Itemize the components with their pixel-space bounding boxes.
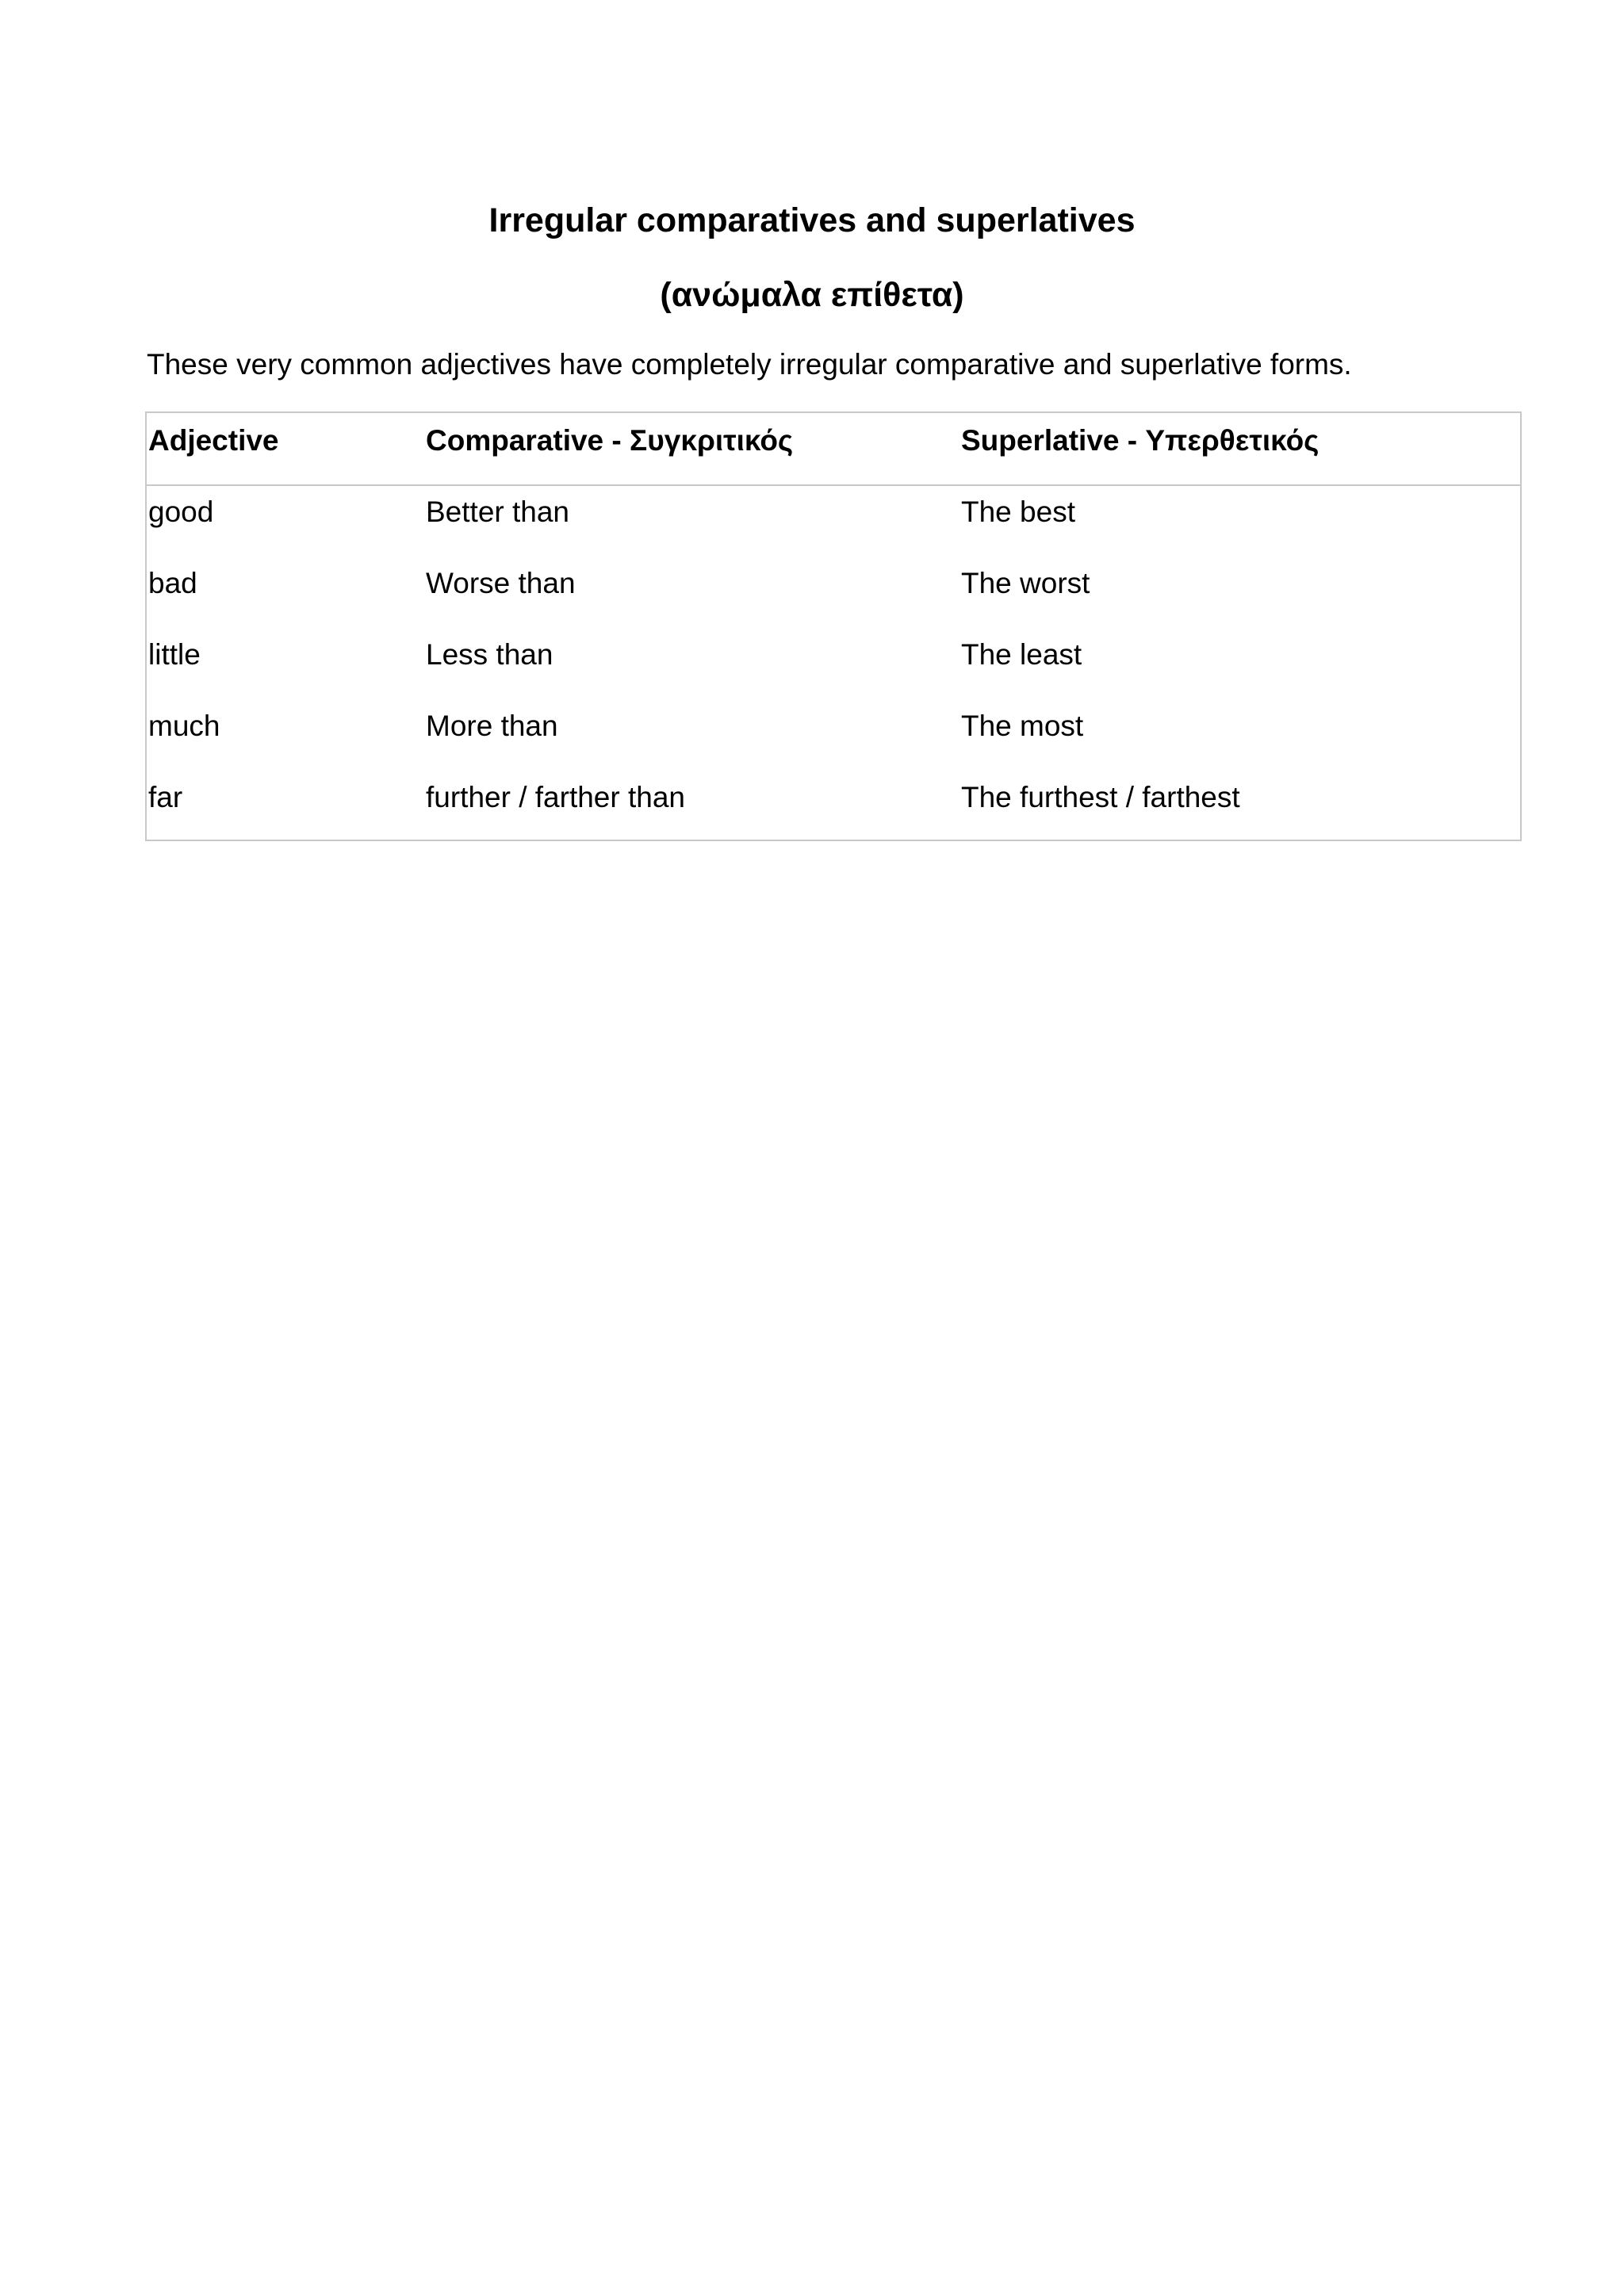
table-row	[147, 707, 1520, 779]
cell-adjective: much	[148, 710, 220, 742]
cell-adjective: little	[148, 638, 201, 671]
cell-superlative: The least	[961, 638, 1082, 671]
cell-superlative: The furthest / farthest	[961, 781, 1240, 813]
intro-paragraph: These very common adjectives have completely irregular comparative and superlative forms.	[147, 348, 1352, 381]
cell-comparative: Worse than	[426, 567, 576, 599]
table-row	[147, 636, 1520, 707]
cell-adjective: far	[148, 781, 183, 813]
header-superlative: Superlative - Υπερθετικός	[961, 424, 1320, 457]
cell-superlative: The most	[961, 710, 1084, 742]
page-subtitle: (ανώμαλα επίθετα)	[660, 276, 964, 314]
cell-comparative: Less than	[426, 638, 553, 671]
cell-superlative: The worst	[961, 567, 1090, 599]
cell-comparative: Better than	[426, 496, 570, 528]
cell-comparative: further / farther than	[426, 781, 686, 813]
cell-superlative: The best	[961, 496, 1075, 528]
cell-adjective: bad	[148, 567, 197, 599]
table-row	[147, 779, 1520, 850]
table-row	[147, 493, 1520, 564]
cell-comparative: More than	[426, 710, 558, 742]
table-header-row	[147, 413, 1520, 486]
page-title: Irregular comparatives and superlatives	[488, 201, 1136, 239]
cell-adjective: good	[148, 496, 214, 528]
header-comparative: Comparative - Συγκριτικός	[426, 424, 794, 457]
table-row	[147, 564, 1520, 636]
adjectives-table	[145, 411, 1522, 841]
header-adjective: Adjective	[148, 424, 279, 457]
